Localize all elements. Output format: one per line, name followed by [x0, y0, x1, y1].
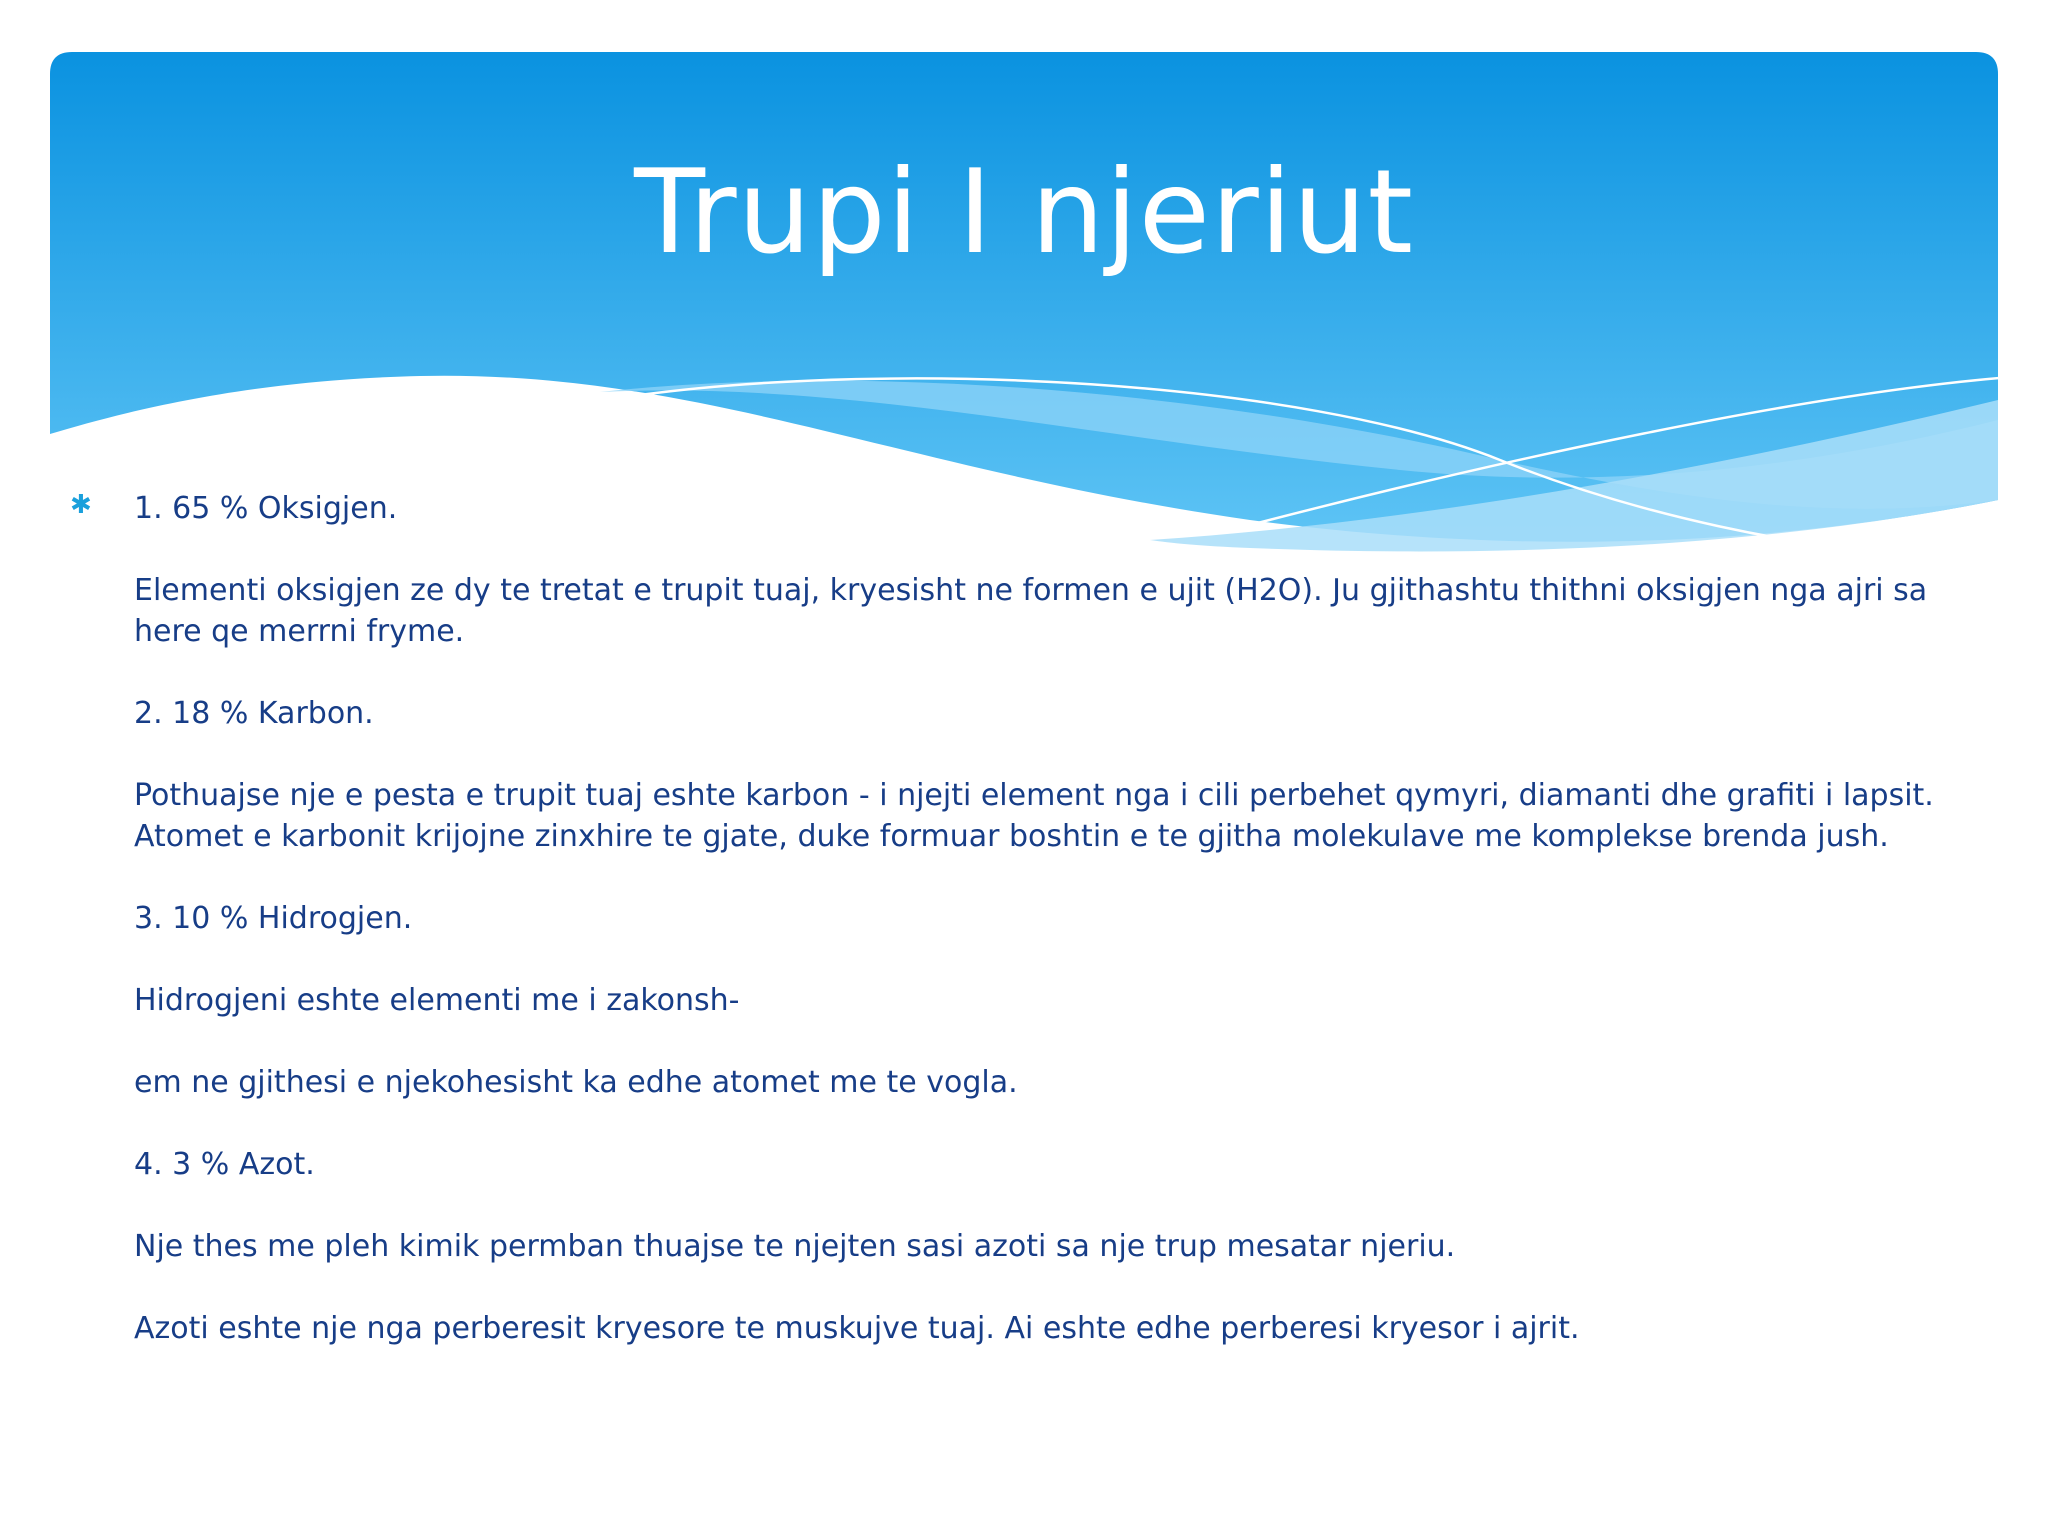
bullet-text-block [134, 488, 1970, 1349]
paragraph-nitrogen-description-1: Nje thes me pleh kimik permban thuajse te njejten sasi azoti sa nje trup mesatar njeriu. [134, 1229, 1456, 1264]
paragraph-carbon-description: Pothuajse nje e pesta e trupit tuaj eshte karbon - i njejti element nga i cili perbehet qymyri, diamanti dhe grafiti i lapsit. Atomet e karbonit krijojne zinxhire te gjate, duke formuar boshtin e te gjitha molekulave me komplekse brenda jush. [134, 778, 1934, 854]
paragraph-hydrogen-heading: 3. 10 % Hidrogjen. [134, 901, 413, 936]
paragraph-hydrogen-description-part1: Hidrogjeni eshte elementi me i zakonsh- [134, 983, 740, 1018]
paragraph-carbon-heading: 2. 18 % Karbon. [134, 696, 374, 731]
bullet-item [70, 488, 1970, 1349]
slide-title: Trupi I njeriut [634, 145, 1414, 280]
paragraph-oxygen-description: Elementi oksigjen ze dy te tretat e trupit tuaj, kryesisht ne formen e ujit (H2O). Ju gjithashtu thithni oksigjen nga ajri sa here qe merrni fryme. [134, 573, 1928, 649]
asterisk-bullet-icon: ✱ [70, 490, 92, 520]
paragraph-oxygen-heading: 1. 65 % Oksigjen. [134, 491, 398, 526]
slide-body [70, 488, 1970, 1390]
paragraph-nitrogen-description-2: Azoti eshte nje nga perberesit kryesore te muskujve tuaj. Ai eshte edhe perberesi kryesor i ajrit. [134, 1311, 1580, 1346]
paragraph-nitrogen-heading: 4. 3 % Azot. [134, 1147, 315, 1182]
paragraph-hydrogen-description-part2: em ne gjithesi e njekohesisht ka edhe atomet me te vogla. [134, 1065, 1018, 1100]
